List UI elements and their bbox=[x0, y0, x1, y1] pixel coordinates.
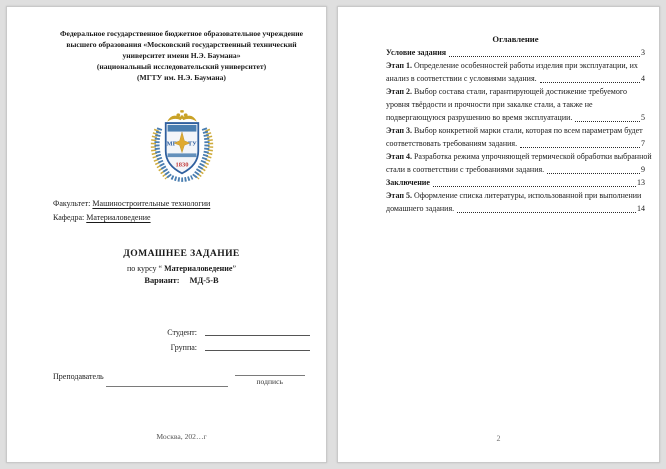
university-header-line: (национальный исследовательский университет) bbox=[96, 62, 267, 71]
toc-line bbox=[386, 46, 645, 59]
teacher-row bbox=[53, 371, 310, 387]
teacher-name-blank-line bbox=[106, 385, 228, 387]
university-emblem bbox=[53, 109, 310, 183]
toc-dot-leader bbox=[540, 81, 640, 83]
toc-dot-leader bbox=[547, 172, 640, 174]
variant-label: Вариант: bbox=[144, 276, 180, 285]
toc-line bbox=[386, 189, 645, 202]
toc-line bbox=[386, 150, 652, 163]
toc-entry-page-number: 5 bbox=[641, 113, 645, 122]
toc-entry-text: стали в соответствии с требованиями задания. bbox=[386, 165, 545, 174]
student-row bbox=[53, 322, 310, 337]
toc-line bbox=[386, 85, 645, 98]
toc-entry-text: Определение особенностей работы изделия при эксплуатации, их bbox=[411, 61, 638, 70]
toc-line bbox=[386, 111, 645, 124]
toc-entry-text: Разработка режима упрочняющей термической обработки выбранной bbox=[411, 152, 652, 161]
title-page bbox=[6, 6, 327, 463]
department-value: Материаловедение bbox=[86, 213, 151, 222]
emblem-letters-right: ТУ bbox=[187, 140, 197, 148]
faculty-label: Факультет: bbox=[53, 199, 91, 208]
emblem-letters-left: МГ bbox=[166, 140, 177, 148]
signature-group bbox=[235, 374, 305, 387]
toc-entry[interactable] bbox=[386, 150, 652, 176]
student-label: Студент: bbox=[167, 328, 197, 337]
toc-dot-leader bbox=[449, 55, 640, 57]
toc-line: уровня твёрдости и прочности при закалке стали, а также не bbox=[386, 100, 593, 109]
toc-entry[interactable] bbox=[386, 46, 645, 59]
toc-entry[interactable] bbox=[386, 189, 645, 215]
signature-caption: подпись bbox=[256, 377, 283, 386]
toc-entry-heading: Этап 2. bbox=[386, 87, 412, 96]
toc-entry[interactable] bbox=[386, 124, 645, 150]
emblem-year: 1830 bbox=[175, 161, 188, 169]
toc-entry[interactable] bbox=[386, 59, 645, 85]
variant-value: МД-5-В bbox=[189, 276, 219, 285]
work-title-block bbox=[53, 248, 310, 286]
bmstu-crest-icon bbox=[145, 109, 219, 183]
toc-dot-leader bbox=[457, 211, 636, 213]
toc-entry-page-number: 7 bbox=[641, 139, 645, 148]
toc-entries bbox=[386, 46, 652, 215]
faculty-department-block bbox=[53, 197, 310, 225]
city-year-footer: Москва, 202…г bbox=[156, 432, 207, 441]
toc-line bbox=[386, 137, 645, 150]
department-row bbox=[53, 211, 310, 225]
department-label: Кафедра: bbox=[53, 213, 85, 222]
course-line bbox=[53, 262, 310, 275]
group-label: Группа: bbox=[170, 343, 197, 352]
toc-entry-text: подвергающуюся разрушению во время эксплуатации. bbox=[386, 113, 573, 122]
work-title: ДОМАШНЕЕ ЗАДАНИЕ bbox=[123, 248, 240, 259]
toc-entry-heading: Этап 4. bbox=[386, 152, 412, 161]
toc-line bbox=[386, 72, 645, 85]
toc-entry-page-number: 3 bbox=[641, 48, 645, 57]
toc-entry-heading: Условие задания bbox=[386, 48, 447, 57]
toc-entry-text: домашнего задания. bbox=[386, 204, 455, 213]
course-prefix: по курсу “ bbox=[127, 264, 165, 273]
toc-entry-text: соответствовать требованиям задания. bbox=[386, 139, 518, 148]
toc-line bbox=[386, 124, 645, 137]
toc-entry-heading: Этап 3. bbox=[386, 126, 412, 135]
page-number: 2 bbox=[496, 434, 501, 443]
toc-entry-heading: Этап 1. bbox=[386, 61, 412, 70]
university-header-line: (МГТУ им. Н.Э. Баумана) bbox=[137, 73, 226, 82]
toc-entry-text: Выбор конкретной марки стали, которая по всем параметрам будет bbox=[411, 126, 643, 135]
toc-entry-text: Выбор состава стали, гарантирующей достижение требуемого bbox=[411, 87, 627, 96]
student-block bbox=[53, 322, 310, 352]
course-suffix: ” bbox=[232, 264, 236, 273]
toc-dot-leader bbox=[433, 185, 636, 187]
toc-entry[interactable] bbox=[386, 176, 645, 189]
toc-entry-heading: Заключение bbox=[386, 178, 430, 187]
toc-entry-page-number: 14 bbox=[637, 204, 645, 213]
toc-dot-leader bbox=[520, 146, 640, 148]
toc-entry-page-number: 4 bbox=[641, 74, 645, 83]
toc-entry-page-number: 13 bbox=[637, 178, 645, 187]
toc-entry-page-number: 9 bbox=[641, 165, 645, 174]
toc-page bbox=[337, 6, 660, 463]
toc-line bbox=[386, 202, 645, 215]
eagle-icon bbox=[167, 110, 197, 121]
toc-line bbox=[386, 176, 645, 189]
university-header-line: Федеральное государственное бюджетное образовательное учреждение bbox=[60, 29, 303, 38]
toc-line bbox=[386, 163, 645, 176]
university-header-line: высшего образования «Московский государственный технический bbox=[66, 40, 297, 49]
toc-title: Оглавление bbox=[492, 34, 539, 44]
toc-entry-text: анализ в соответствии с условиями задания. bbox=[386, 74, 537, 83]
toc-dot-leader bbox=[575, 120, 640, 122]
toc-entry-heading: Этап 5. bbox=[386, 191, 412, 200]
university-header-line: университет имени Н.Э. Баумана» bbox=[122, 51, 241, 60]
faculty-row bbox=[53, 197, 310, 211]
student-name-blank-line bbox=[205, 334, 310, 336]
faculty-value: Машиностроительные технологии bbox=[92, 199, 211, 208]
group-blank-line bbox=[205, 349, 310, 351]
university-header bbox=[53, 28, 310, 83]
toc-line bbox=[386, 59, 645, 72]
group-row bbox=[53, 337, 310, 352]
toc-entry[interactable] bbox=[386, 85, 645, 124]
variant-line bbox=[53, 275, 310, 286]
teacher-label: Преподаватель bbox=[53, 372, 104, 381]
course-name: Материаловедение bbox=[164, 264, 233, 273]
toc-entry-text: Оформление списка литературы, использованной при выполнении bbox=[411, 191, 642, 200]
